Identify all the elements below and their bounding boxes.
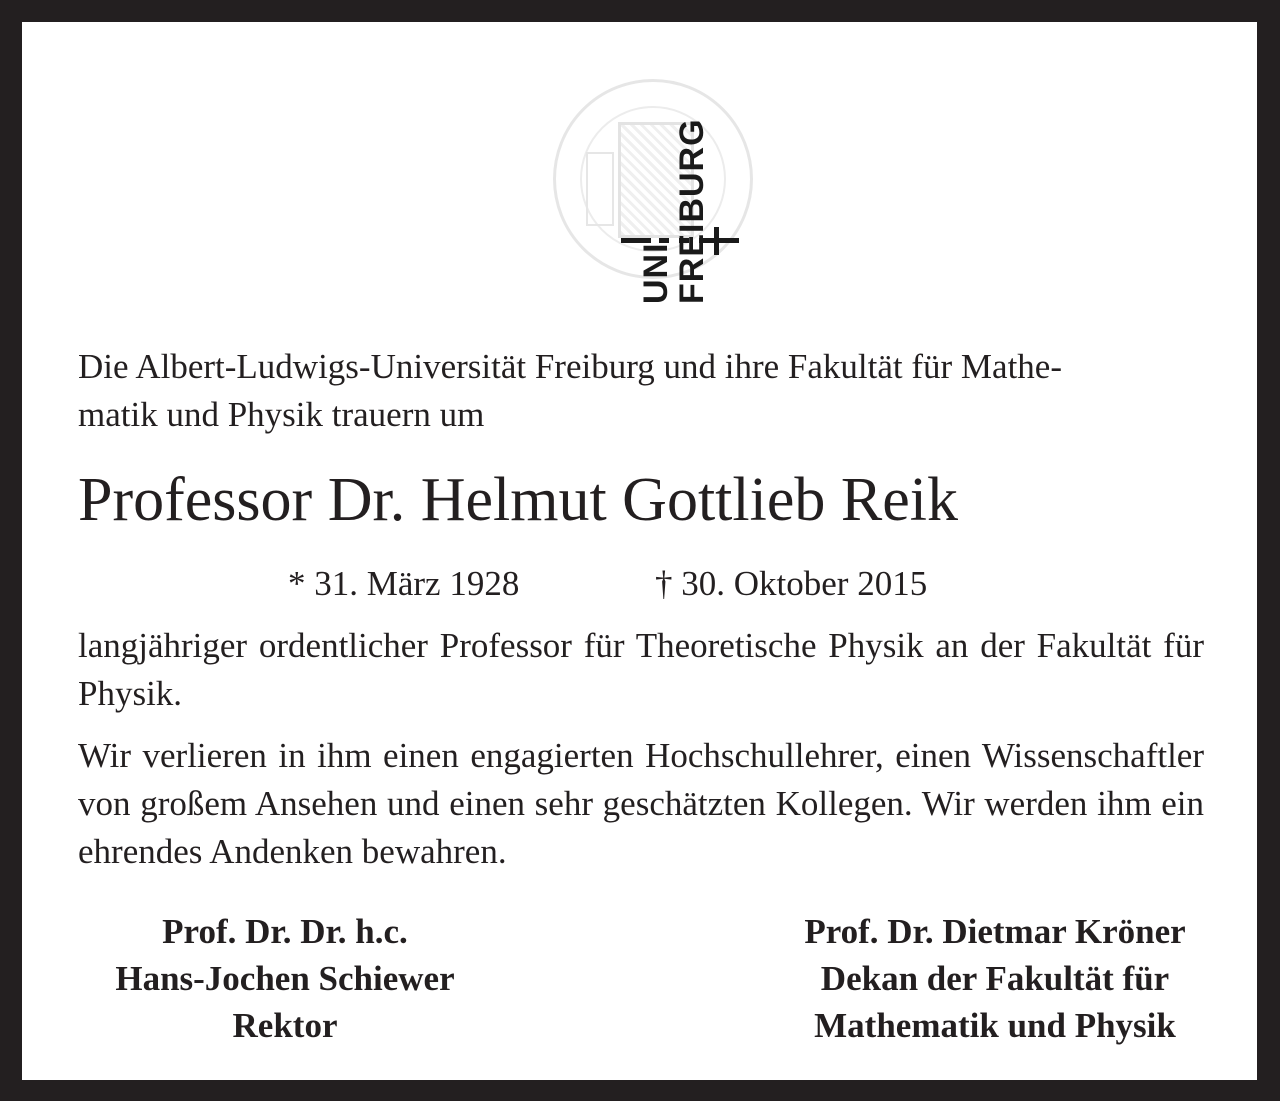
signature-line: Prof. Dr. Dr. h.c. [162, 912, 408, 951]
signature-rector [60, 908, 510, 1049]
signature-dean [745, 908, 1245, 1049]
birth-date: * 31. März 1928 [288, 564, 520, 603]
death-date: † 30. Oktober 2015 [655, 564, 928, 603]
signature-line: Prof. Dr. Dietmar Kröner [804, 912, 1186, 951]
signature-line: Hans-Jochen Schiewer [115, 959, 455, 998]
logo-bar-vertical [714, 227, 719, 255]
university-logo [515, 55, 771, 311]
logo-wordmark-freiburg: FREIBURG [673, 118, 711, 304]
seal-tower [586, 152, 614, 226]
signature-line: Dekan der Fakultät für [820, 959, 1170, 998]
intro-line-2: matik und Physik trauern um [78, 395, 485, 434]
role-text: langjähriger ordentlicher Professor für Theoretische Physik an der Fakultät für Physik. [78, 626, 1204, 713]
intro-text [78, 343, 1204, 439]
intro-line-1: Die Albert-Ludwigs-Universität Freiburg und ihre Fakultät für Mathe- [78, 347, 1062, 386]
deceased-name: Professor Dr. Helmut Gottlieb Reik [78, 466, 958, 534]
signature-line: Mathematik und Physik [814, 1006, 1176, 1045]
tribute-text: Wir verlieren in ihm einen engagierten Hochschullehrer, einen Wissenschaftler von großem Ansehen und einen sehr geschätzten Kollegen. Wir werden ihm ein ehrendes Andenken bewahren. [78, 736, 1204, 871]
logo-wordmark-uni: UNI [637, 242, 675, 304]
signature-line: Rektor [232, 1006, 338, 1045]
